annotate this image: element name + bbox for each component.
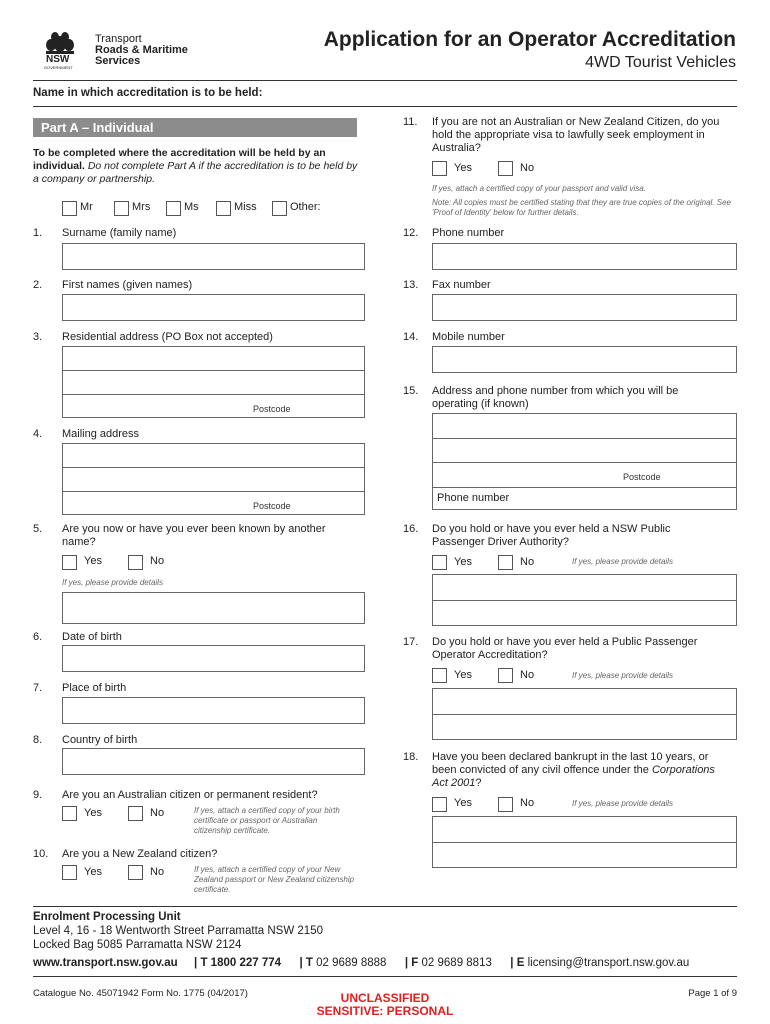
q8-number: 8. [33,734,43,746]
q13-number: 13. [403,279,419,291]
surname-field[interactable] [62,243,365,270]
footer-divider [33,906,737,907]
footer-unit: Enrolment Processing Unit [33,911,181,923]
q18-yes-label: Yes [454,797,472,809]
mr-checkbox[interactable] [62,201,77,216]
q9-note: If yes, attach a certified copy of your birth certificate or passport or Australian citizenship certificate. [194,806,340,835]
q5-label: Are you now or have you ever been known by another name? [62,523,326,548]
driver-authority-details-field[interactable] [432,574,737,626]
section-divider [33,106,737,107]
q11-number: 11. [403,116,418,128]
q10-note: If yes, attach a certified copy of your New Zealand passport or New Zealand citizenship certificate. [194,865,355,894]
residential-postcode-label: Postcode [253,404,291,414]
agency-line1: Transport [95,33,142,45]
footer-address2: Locked Bag 5085 Parramatta NSW 2124 [33,939,242,951]
q4-number: 4. [33,428,43,440]
footer-phone1: T 1800 227 774 [200,957,282,969]
other-checkbox[interactable] [272,201,287,216]
q1-number: 1. [33,227,43,239]
fax-field[interactable] [432,294,737,321]
q16-number: 16. [403,523,419,535]
q8-label: Country of birth [62,734,138,746]
part-a-intro-bold: To be completed where the accreditation will be held by an individual. [33,147,326,172]
q11-no-label: No [520,162,535,174]
email-divider: | [510,957,514,969]
footer-email[interactable]: licensing@transport.nsw.gov.au [527,957,690,969]
logo-subtext: GOVERNMENT [44,65,73,70]
q9-no-label: No [150,807,165,819]
q6-label: Date of birth [62,631,122,643]
q10-no-checkbox[interactable] [128,865,143,880]
q16-yes-checkbox[interactable] [432,555,447,570]
miss-label: Miss [234,201,257,213]
q10-number: 10. [33,848,49,860]
q6-number: 6. [33,631,43,643]
q5-no-checkbox[interactable] [128,555,143,570]
footer-contacts [33,957,689,969]
bankruptcy-details-field[interactable] [432,816,737,868]
q4-label: Mailing address [62,428,140,440]
other-label: Other: [290,201,321,213]
q18-label-text: Have you been declared bankrupt in the last 10 years, or been convicted of any civil offence under the [432,751,709,776]
q17-no-label: No [520,669,535,681]
residential-address-field[interactable] [62,346,365,418]
agency-name [95,34,188,67]
footer-bottom-divider [33,976,737,977]
q10-no-label: No [150,866,165,878]
operating-postcode-label: Postcode [623,472,661,482]
page-subtitle: 4WD Tourist Vehicles [585,54,736,71]
q14-label: Mobile number [432,331,505,343]
footer-address1: Level 4, 16 - 18 Wentworth Street Parramatta NSW 2150 [33,925,323,937]
q16-no-label: No [520,556,535,568]
q17-label: Do you hold or have you ever held a Public Passenger Operator Accreditation? [432,636,698,661]
q2-number: 2. [33,279,43,291]
operator-accreditation-details-field[interactable] [432,688,737,740]
q9-label: Are you an Australian citizen or permanent resident? [62,789,318,801]
mr-label: Mr [80,201,93,213]
first-names-field[interactable] [62,294,365,321]
q5-number: 5. [33,523,43,535]
q15-number: 15. [403,385,419,397]
operating-address-field[interactable] [432,413,737,510]
footer-phone2-label: T [305,957,313,969]
q3-label: Residential address (PO Box not accepted) [62,331,273,343]
q18-label-italic: Corporations Act 2001 [432,764,715,789]
operating-phone-label: Phone number [437,492,510,504]
place-of-birth-field[interactable] [62,697,365,724]
footer-email-label: E [516,957,525,969]
header-divider [33,80,737,81]
q16-no-checkbox[interactable] [498,555,513,570]
q16-yes-label: Yes [454,556,472,568]
classification-line2: SENSITIVE: PERSONAL [316,1004,454,1018]
q9-yes-label: Yes [84,807,102,819]
q11-note1: If yes, attach a certified copy of your passport and valid visa. [432,184,646,193]
q12-label: Phone number [432,227,505,239]
nsw-logo [40,30,80,68]
footer-fax: 02 9689 8813 [421,957,492,969]
fax-divider: | [404,957,409,969]
q3-number: 3. [33,331,43,343]
q11-label: If you are not an Australian or New Zealand Citizen, do you hold the appropriate visa to lawfully seek employment in Australia? [432,116,720,154]
q18-number: 18. [403,751,419,763]
mrs-checkbox[interactable] [114,201,129,216]
phone2-divider: | [299,957,303,969]
q18-label-end: ? [475,777,482,789]
q2-label: First names (given names) [62,279,193,291]
q11-no-checkbox[interactable] [498,161,513,176]
q5-note: If yes, please provide details [62,578,163,587]
part-a-header [33,118,357,137]
q10-yes-checkbox[interactable] [62,865,77,880]
q17-note: If yes, please provide details [572,671,673,680]
name-heading: Name in which accreditation is to be held: [33,87,263,99]
q18-note: If yes, please provide details [572,799,673,808]
waratah-icon [40,30,80,56]
q16-note: If yes, please provide details [572,557,673,566]
mailing-address-field[interactable] [62,443,365,515]
footer-phone2: 02 9689 8888 [316,957,387,969]
catalogue-number: Catalogue No. 45071942 Form No. 1775 (04/2017) [33,988,248,999]
ms-label: Ms [184,201,199,213]
q12-number: 12. [403,227,419,239]
part-a-intro-italic: Do not complete Part A if the accreditation is to be held by a company or partnership. [33,160,358,185]
page-number: Page 1 of 9 [688,988,737,999]
agency-line3: Services [95,55,141,67]
mobile-field[interactable] [432,346,737,373]
q13-label: Fax number [432,279,491,291]
mailing-postcode-label: Postcode [253,501,291,511]
date-of-birth-field[interactable] [62,645,365,672]
ms-checkbox[interactable] [166,201,181,216]
q15-label: Address and phone number from which you will be operating (if known) [432,385,679,410]
q11-yes-checkbox[interactable] [432,161,447,176]
country-of-birth-field[interactable] [62,748,365,775]
part-a-title: Part A – Individual [41,120,154,135]
footer-website[interactable]: www.transport.nsw.gov.au [33,957,178,969]
q5-no-label: No [150,555,165,567]
footer-fax-label: F [411,957,419,969]
q10-label: Are you a New Zealand citizen? [62,848,218,860]
q16-label: Do you hold or have you ever held a NSW Public Passenger Driver Authority? [432,523,671,548]
q17-no-checkbox[interactable] [498,668,513,683]
phone-field[interactable] [432,243,737,270]
classification-line1: UNCLASSIFIED [340,991,430,1005]
logo-text: NSW [46,54,70,65]
q18-no-label: No [520,797,535,809]
q17-yes-checkbox[interactable] [432,668,447,683]
phone1-divider: | [194,957,198,969]
q5-yes-checkbox[interactable] [62,555,77,570]
q5-yes-label: Yes [84,555,102,567]
q9-number: 9. [33,789,43,801]
q18-yes-checkbox[interactable] [432,797,447,812]
q11-yes-label: Yes [454,162,472,174]
agency-line2: Roads & Maritime [95,44,188,56]
page-title: Application for an Operator Accreditation [323,28,736,51]
miss-checkbox[interactable] [216,201,231,216]
q1-label: Surname (family name) [62,227,177,239]
q7-label: Place of birth [62,682,127,694]
q11-note2: Note: All copies must be certified stating that they are true copies of the original. See 'Proof of Identity' below for further details. [432,198,731,217]
q17-yes-label: Yes [454,669,472,681]
q18-no-checkbox[interactable] [498,797,513,812]
q18-label [432,751,722,790]
q7-number: 7. [33,682,43,694]
q17-number: 17. [403,636,419,648]
q14-number: 14. [403,331,419,343]
q9-yes-checkbox[interactable] [62,806,77,821]
q9-no-checkbox[interactable] [128,806,143,821]
part-a-intro [33,147,363,186]
mrs-label: Mrs [132,201,151,213]
other-name-field[interactable] [62,592,365,624]
q10-yes-label: Yes [84,866,102,878]
